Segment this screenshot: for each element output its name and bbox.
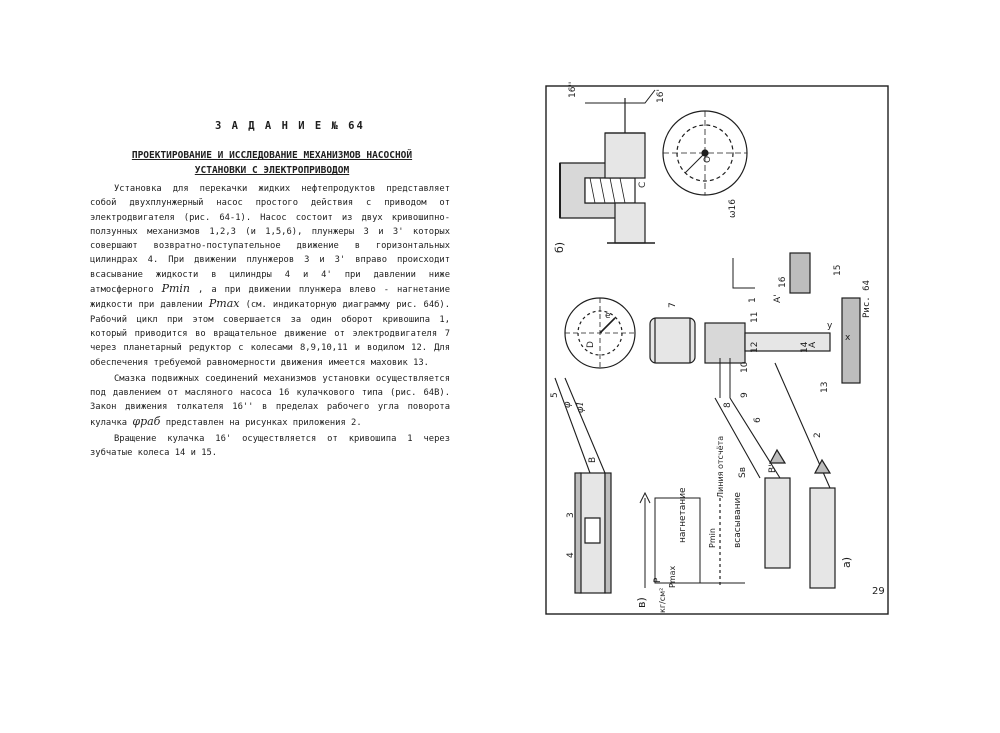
label-A1: A' bbox=[773, 294, 783, 303]
label-y: y bbox=[827, 321, 833, 331]
paragraph-1-part-b: , а при движении плунжера влево - нагнетание жидкости при давлении bbox=[90, 285, 451, 311]
assignment-body bbox=[90, 182, 450, 461]
label-kgcm: кг/см² bbox=[658, 587, 667, 613]
label-3: 3 bbox=[566, 512, 576, 518]
assignment-heading: З А Д А Н И Е № 64 bbox=[215, 120, 365, 132]
label-e: e bbox=[605, 311, 611, 321]
label-2: 2 bbox=[813, 432, 823, 438]
label-w16: ω16 bbox=[728, 199, 738, 218]
label-nagnetanie: нагнетание bbox=[678, 487, 688, 543]
label-b: б) bbox=[553, 241, 566, 253]
label-A: A bbox=[808, 341, 818, 348]
label-line: Линия отсчёта bbox=[716, 435, 725, 498]
label-1: 1 bbox=[748, 297, 758, 303]
label-p: P bbox=[653, 577, 663, 583]
label-O: O bbox=[703, 155, 713, 163]
paragraph-2 bbox=[90, 372, 450, 430]
paragraph-2-part-a: Смазка подвижных соединений механизмов установки осуществляется под давлением от масляного насоса 16 кулачкового типа (рис. 64В). Закон движения толкателя 16'' в пределах рабочего угла поворота кулачка bbox=[90, 373, 450, 428]
label-8: 8 bbox=[723, 402, 733, 408]
paragraph-2-part-b: представлен на рисунках приложения 2. bbox=[165, 417, 362, 428]
label-sb: Sв bbox=[738, 466, 748, 478]
page-number: 29 bbox=[872, 586, 885, 597]
paragraph-1 bbox=[90, 182, 450, 370]
label-a: а) bbox=[840, 556, 853, 568]
label-14: 14 bbox=[800, 341, 810, 353]
phi-work-symbol: φраб bbox=[132, 414, 161, 428]
label-pmin: Pmin bbox=[708, 528, 717, 548]
mechanism-figure bbox=[545, 78, 890, 623]
pmax-symbol: Pmax bbox=[208, 297, 240, 311]
label-phi1: φ1 bbox=[576, 400, 586, 413]
paragraph-1-part-a: Установка для перекачки жидких нефтепродуктов представляет собой двухплунжерный насос простого действия с приводом от электродвигателя (рис. 64-1). Насос состоит из двух кривошипно-ползунных механизмов 1,2,3 (и 1,5,6), плунжеры 3 и 3' которых совершают возвратно-поступательное движение в горизонтальных цилиндрах 4. При движении плунжеров 3 и 3' вправо происходит всасывание жидкости в цилиндры 4 и 4' при давлении ниже атмосферного bbox=[90, 184, 450, 296]
label-C: C bbox=[638, 181, 648, 188]
paragraph-3: Вращение кулачка 16' осуществляется от кривошипа 1 через зубчатые колеса 14 и 15. bbox=[90, 434, 450, 459]
label-6: 6 bbox=[753, 417, 763, 423]
mechanism-drawing bbox=[545, 78, 890, 623]
subtitle-line-2: УСТАНОВКИ С ЭЛЕКТРОПРИВОДОМ bbox=[194, 165, 350, 176]
label-10: 10 bbox=[740, 361, 750, 373]
label-15: 15 bbox=[833, 264, 843, 276]
label-16pp: 16'' bbox=[568, 81, 578, 98]
label-5: 5 bbox=[550, 392, 560, 398]
paragraph-1-part-c: (см. индикаторную диаграмму рис. 64б). Рабочий цикл при этом совершается за один оборот кривошипа 1, который приводится во вращательное движение от электродвигателя 7 через планетарный редуктор с колесами 8,9,10,11 и водилом 12. Для обеспечения требуемой равномерности движения имеется маховик 13. bbox=[90, 300, 451, 368]
pmin-symbol: Pmin bbox=[161, 282, 191, 296]
label-x: x bbox=[845, 333, 851, 343]
label-4: 4 bbox=[566, 552, 576, 558]
label-pmax: Pmax bbox=[668, 565, 677, 588]
label-16p: 16' bbox=[656, 89, 666, 103]
label-16: 16 bbox=[778, 276, 788, 288]
oil-pump-view bbox=[560, 90, 747, 243]
figure-caption: Рис. 64 bbox=[862, 280, 872, 318]
label-v: в) bbox=[635, 597, 648, 608]
subtitle-line-1: ПРОЕКТИРОВАНИЕ И ИССЛЕДОВАНИЕ МЕХАНИЗМОВ НАСОСНОЙ bbox=[131, 150, 413, 161]
label-9: 9 bbox=[740, 392, 750, 398]
label-vsasyvanie: всасывание bbox=[733, 492, 743, 548]
label-phi: φ bbox=[563, 401, 573, 408]
label-D: D bbox=[586, 341, 596, 348]
label-11: 11 bbox=[750, 311, 760, 323]
label-12: 12 bbox=[750, 341, 760, 353]
label-7: 7 bbox=[668, 302, 678, 308]
assignment-subtitle bbox=[122, 148, 422, 178]
label-B1: B' bbox=[768, 464, 778, 473]
label-B: B bbox=[588, 456, 598, 463]
label-13: 13 bbox=[820, 381, 830, 393]
